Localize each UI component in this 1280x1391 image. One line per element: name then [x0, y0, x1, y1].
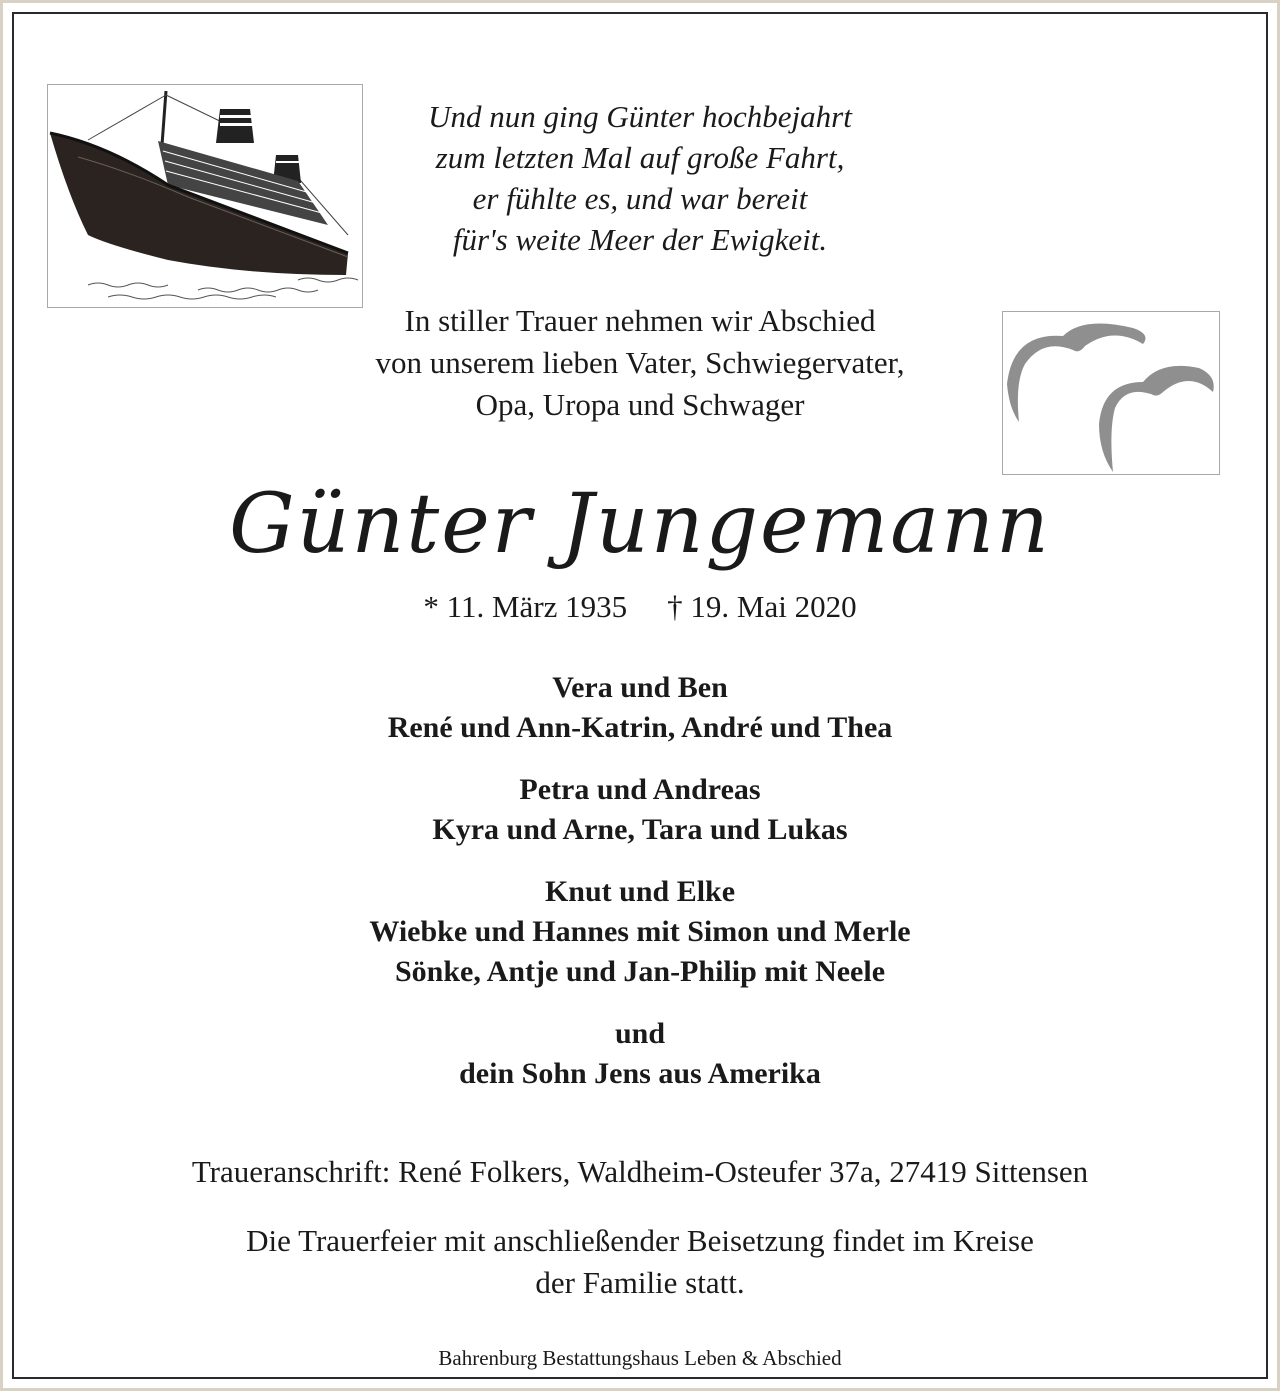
family-line: Kyra und Arne, Tara und Lukas — [432, 813, 848, 846]
service-line: der Familie statt. — [535, 1265, 745, 1300]
service-line: Die Trauerfeier mit anschließender Beisetzung findet im Kreise — [246, 1223, 1034, 1258]
family-group — [0, 872, 1280, 992]
mourning-address: Traueranschrift: René Folkers, Waldheim-Osteufer 37a, 27419 Sittensen — [191, 1154, 1089, 1189]
family-line: dein Sohn Jens aus Amerika — [459, 1057, 821, 1090]
family-line: René und Ann-Katrin, André und Thea — [387, 711, 893, 744]
birth-date: * 11. März 1935 — [423, 589, 628, 624]
intro-line: von unserem lieben Vater, Schwiegervater, — [375, 345, 905, 380]
family-group — [0, 668, 1280, 748]
life-dates — [0, 585, 1280, 629]
intro-text — [0, 300, 1280, 426]
poem-line: zum letzten Mal auf große Fahrt, — [435, 140, 845, 175]
death-date: † 19. Mai 2020 — [667, 589, 857, 624]
family-line: Petra und Andreas — [519, 773, 761, 806]
poem — [0, 96, 1280, 260]
deceased-name: Günter Jungemann — [229, 477, 1051, 572]
poem-line: Und nun ging Günter hochbejahrt — [428, 99, 852, 134]
intro-line: In stiller Trauer nehmen wir Abschied — [404, 303, 876, 338]
family-group — [0, 1014, 1280, 1094]
funeral-service-note — [0, 1220, 1280, 1304]
funeral-home-credit: Bahrenburg Bestattungshaus Leben & Abschied — [438, 1346, 842, 1370]
family-line: Vera und Ben — [552, 671, 728, 704]
family-line: Sönke, Antje und Jan-Philip mit Neele — [394, 955, 886, 988]
family-line: Wiebke und Hannes mit Simon und Merle — [369, 915, 911, 948]
intro-line: Opa, Uropa und Schwager — [475, 387, 805, 422]
poem-line: er fühlte es, und war bereit — [472, 181, 808, 216]
family-line: und — [614, 1017, 666, 1050]
family-line: Knut und Elke — [544, 875, 736, 908]
poem-line: für's weite Meer der Ewigkeit. — [452, 222, 828, 257]
family-group — [0, 770, 1280, 850]
